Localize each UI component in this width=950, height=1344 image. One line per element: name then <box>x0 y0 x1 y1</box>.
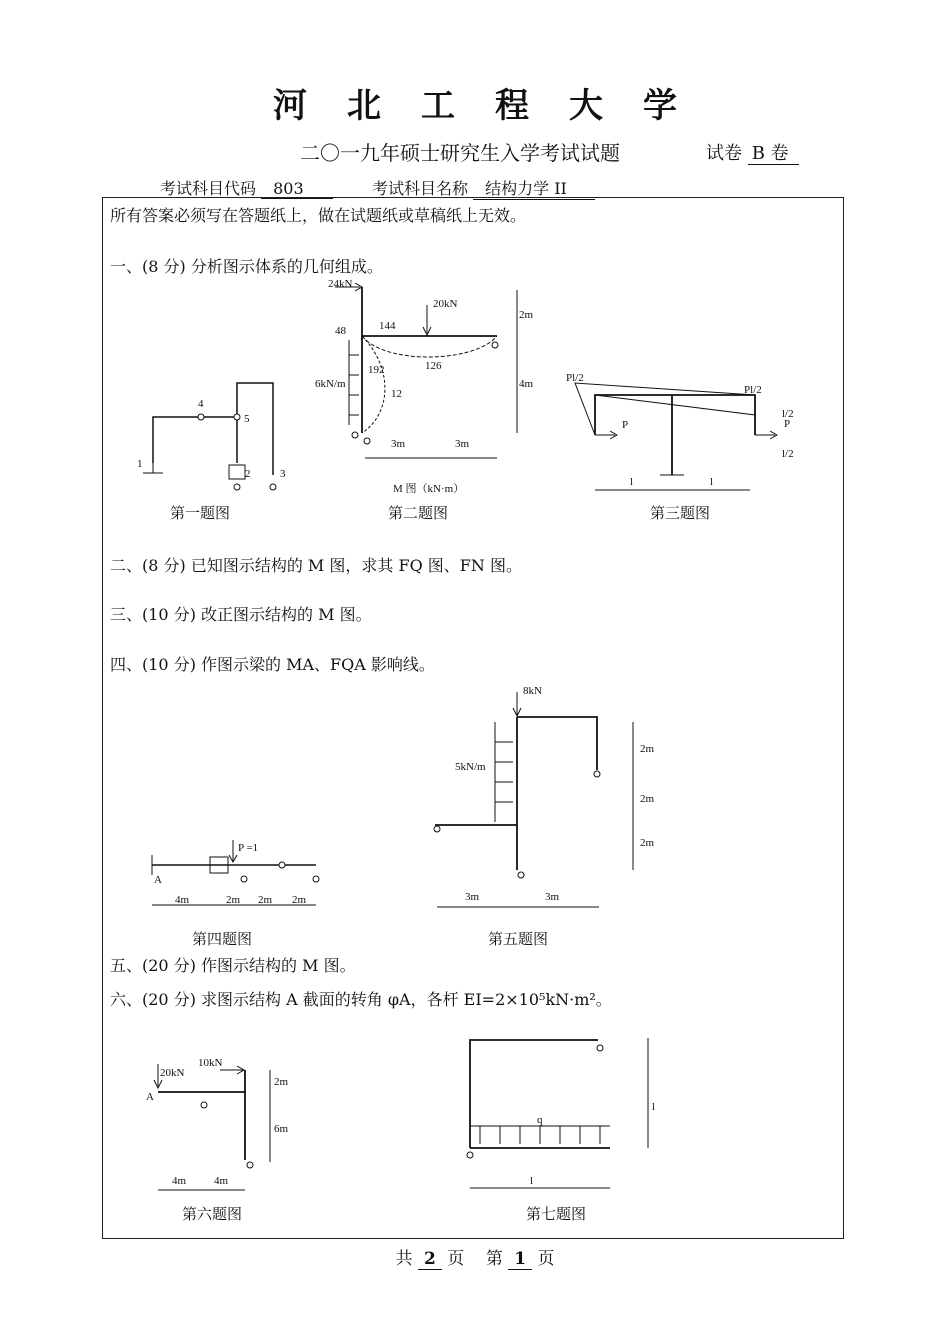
fig5-dim-2m-b: 2m <box>640 793 655 805</box>
figure-5-caption: 第五题图 <box>488 930 549 948</box>
footer-page-suffix: 页 <box>537 1249 555 1269</box>
fig1-node-3: 3 <box>280 468 286 480</box>
fig6-point-a: A <box>146 1091 154 1103</box>
fig2-dim-4m: 4m <box>519 378 534 390</box>
fig2-load-6kn: 6kN/m <box>315 378 346 390</box>
fig2-load-20: 20kN <box>433 298 458 310</box>
question-4: 四、(10 分) 作图示梁的 MA、FQA 影响线。 <box>110 655 435 674</box>
fig1-node-5: 5 <box>244 413 250 425</box>
fig1-node-1: 1 <box>137 458 143 470</box>
figure-4-caption: 第四题图 <box>192 930 253 948</box>
fig4-dim-4m: 4m <box>175 894 190 906</box>
fig2-moment-48: 48 <box>335 325 346 337</box>
fig1-node-2: 2 <box>245 468 251 480</box>
fig4-dim-2m-b: 2m <box>258 894 273 906</box>
fig5-dim-2m-c: 2m <box>640 837 655 849</box>
fig3-load-p-left: P <box>622 419 629 431</box>
footer-total-pages: 2 <box>418 1249 442 1270</box>
page-footer <box>0 1244 950 1270</box>
figure-2-caption: 第二题图 <box>388 504 449 522</box>
fig5-load-5kn: 5kN/m <box>455 761 486 773</box>
fig2-dim-3m-a: 3m <box>391 438 406 450</box>
question-2: 二、(8 分) 已知图示结构的 M 图，求其 FQ 图、FN 图。 <box>110 556 522 575</box>
fig6-load-20kn: 20kN <box>160 1067 185 1079</box>
paper-value: B 卷 <box>748 143 799 165</box>
paper-label: 试卷 <box>706 143 742 164</box>
paper-version <box>706 139 799 165</box>
question-6: 六、(20 分) 求图示结构 A 截面的转角 φA，各杆 EI=2×10⁵kN·m²。 <box>110 990 612 1009</box>
figure-7-caption: 第七题图 <box>526 1205 587 1223</box>
fig5-dim-2m-a: 2m <box>640 743 655 755</box>
question-5: 五、(20 分) 作图示结构的 M 图。 <box>110 956 356 975</box>
fig5-load-8kn: 8kN <box>523 685 542 697</box>
footer-page-prefix: 第 <box>485 1249 503 1269</box>
fig3-dim-half-b: l/2 <box>782 448 794 460</box>
exam-subtitle: 二〇一九年硕士研究生入学考试试题 <box>300 141 620 165</box>
university-title: 河北工程大学 <box>273 86 717 126</box>
figure-3-diagram <box>560 365 800 500</box>
fig7-dim-l-vert: l <box>652 1101 656 1113</box>
footer-total-suffix: 页 <box>447 1249 465 1269</box>
figure-6-caption: 第六题图 <box>182 1205 243 1223</box>
subject-code-label: 考试科目代码 <box>160 179 257 198</box>
figure-2-diagram <box>315 275 550 500</box>
fig4-dim-2m-c: 2m <box>292 894 307 906</box>
fig2-moment-126: 126 <box>425 360 442 372</box>
figure-1-caption: 第一题图 <box>170 504 231 522</box>
figure-3-caption: 第三题图 <box>650 504 711 522</box>
fig6-dim-4m-b: 4m <box>214 1175 229 1187</box>
fig6-dim-4m-a: 4m <box>172 1175 187 1187</box>
fig6-dim-2m: 2m <box>274 1076 289 1088</box>
fig3-moment-left: Pl/2 <box>566 372 584 384</box>
fig4-point-a: A <box>154 874 162 886</box>
question-1: 一、(8 分) 分析图示体系的几何组成。 <box>110 257 383 276</box>
footer-total-prefix: 共 <box>395 1249 413 1269</box>
fig2-moment-12: 12 <box>391 388 402 400</box>
subject-code-value: 803 <box>261 179 333 199</box>
fig4-unit-load: P =1 <box>238 842 259 854</box>
fig7-load-q: q <box>537 1114 543 1126</box>
fig1-node-4: 4 <box>198 398 204 410</box>
fig5-dim-3m-b: 3m <box>545 891 560 903</box>
fig5-dim-3m-a: 3m <box>465 891 480 903</box>
fig2-dim-3m-b: 3m <box>455 438 470 450</box>
figure-4-diagram <box>140 835 330 915</box>
figure-6-diagram <box>140 1050 310 1200</box>
footer-page-number: 1 <box>508 1249 532 1270</box>
subject-name-label: 考试科目名称 <box>372 179 469 198</box>
fig2-m-label: M 图（kN·m） <box>393 483 465 495</box>
question-3: 三、(10 分) 改正图示结构的 M 图。 <box>110 605 372 624</box>
fig2-dim-2m: 2m <box>519 309 534 321</box>
fig3-dim-l-b: l <box>710 476 714 488</box>
figure-7-diagram <box>430 1030 670 1200</box>
figure-1-diagram <box>135 375 295 495</box>
subject-code <box>160 176 333 199</box>
fig3-moment-right: Pl/2 <box>744 384 762 396</box>
fig2-moment-192: 192 <box>368 364 385 376</box>
fig2-moment-144: 144 <box>379 320 396 332</box>
subject-name-value: 结构力学 II <box>473 176 595 200</box>
fig6-dim-6m: 6m <box>274 1123 289 1135</box>
fig3-dim-l-a: l <box>630 476 634 488</box>
fig3-load-p-right: P <box>784 418 791 430</box>
answer-notice: 所有答案必须写在答题纸上，做在试题纸或草稿纸上无效。 <box>110 206 527 225</box>
fig3-dim-half-a: l/2 <box>782 408 794 420</box>
figure-5-diagram <box>425 682 675 914</box>
fig2-load-24: 24kN <box>328 278 353 290</box>
fig7-dim-l-horiz: l <box>530 1175 534 1187</box>
fig6-load-10kn: 10kN <box>198 1057 223 1069</box>
fig4-dim-2m-a: 2m <box>226 894 241 906</box>
